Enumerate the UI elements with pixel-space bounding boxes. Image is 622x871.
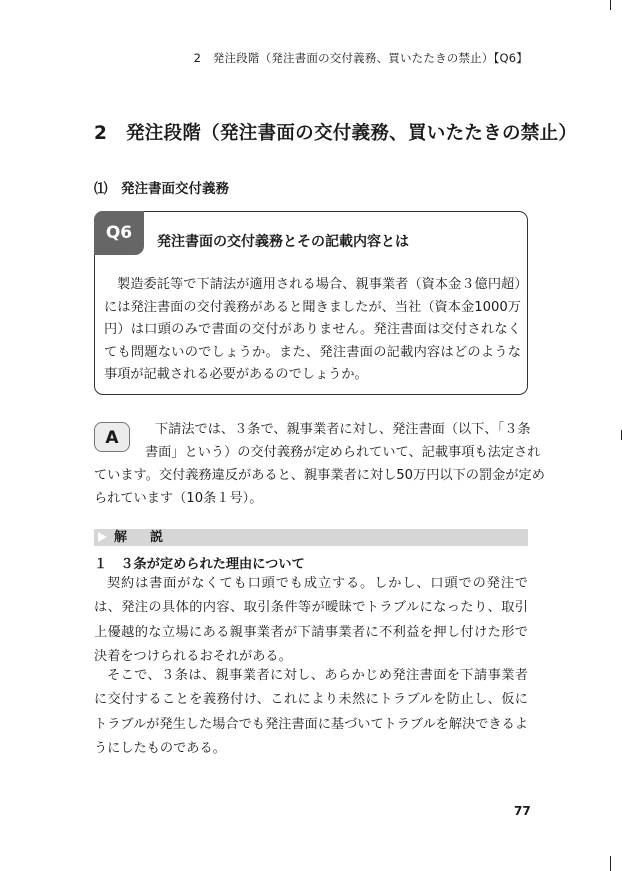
answer-line: 書面」という）の交付義務が定められていて、記載事項も法定され — [145, 445, 541, 460]
commentary-label: 解 説 — [114, 530, 169, 545]
answer-line: 下請法では、３条で、親事業者に対し、発注書面（以下、「３条 — [155, 422, 531, 437]
running-head: 2 発注段階（発注書面の交付義務、買いたたきの禁止）【Q6】 — [193, 51, 528, 65]
question-badge: Q6 — [94, 211, 144, 255]
answer-line: ています。交付義務違反があると、親事業者に対し50万円以下の罰金が定め — [94, 468, 545, 483]
page-number: 77 — [514, 804, 531, 818]
crop-mark-top — [610, 0, 611, 10]
crop-mark-bottom — [610, 856, 611, 871]
triangle-icon — [98, 532, 107, 542]
commentary-paragraph: 契約は書面がなくても口頭でも成立する。しかし、口頭での発注では、発注の具体的内容、取引条件等が曖昧でトラブルになったり、取引上優越的な立場にある親事業者が下請事業者に不利益を押し付けた形で決着をつけられるおそれがある。 — [94, 576, 528, 664]
answer-line: られています（10条１号）。 — [94, 491, 263, 506]
question-body: 製造委託等で下請法が適用される場合、親事業者（資本金３億円超）には発注書面の交付義務があると聞きましたが、当社（資本金1000万円）は口頭のみで書面の交付がありません。発注書面は交付されなくても問題ないのでしょうか。また、発注書面の記載内容はどのような事項が記載される必要があるのでしょうか。 — [104, 277, 521, 382]
chapter-title: 2 発注段階（発注書面の交付義務、買いたたきの禁止） — [94, 123, 578, 144]
answer-badge: A — [94, 422, 130, 452]
question-title: 発注書面の交付義務とその記載内容とは — [157, 234, 409, 250]
section-title: ⑴ 発注書面交付義務 — [94, 181, 229, 197]
commentary-paragraph: そこで、３条は、親事業者に対し、あらかじめ発注書面を下請事業者に交付することを義務付け、これにより未然にトラブルを防止し、仮にトラブルが発生した場合でも発注書面に基づいてトラブルを解決できるようにしたものである。 — [94, 668, 528, 756]
commentary-bar — [94, 529, 528, 546]
commentary-subheading: １ ３条が定められた理由について — [94, 557, 305, 572]
question-box — [94, 211, 528, 395]
